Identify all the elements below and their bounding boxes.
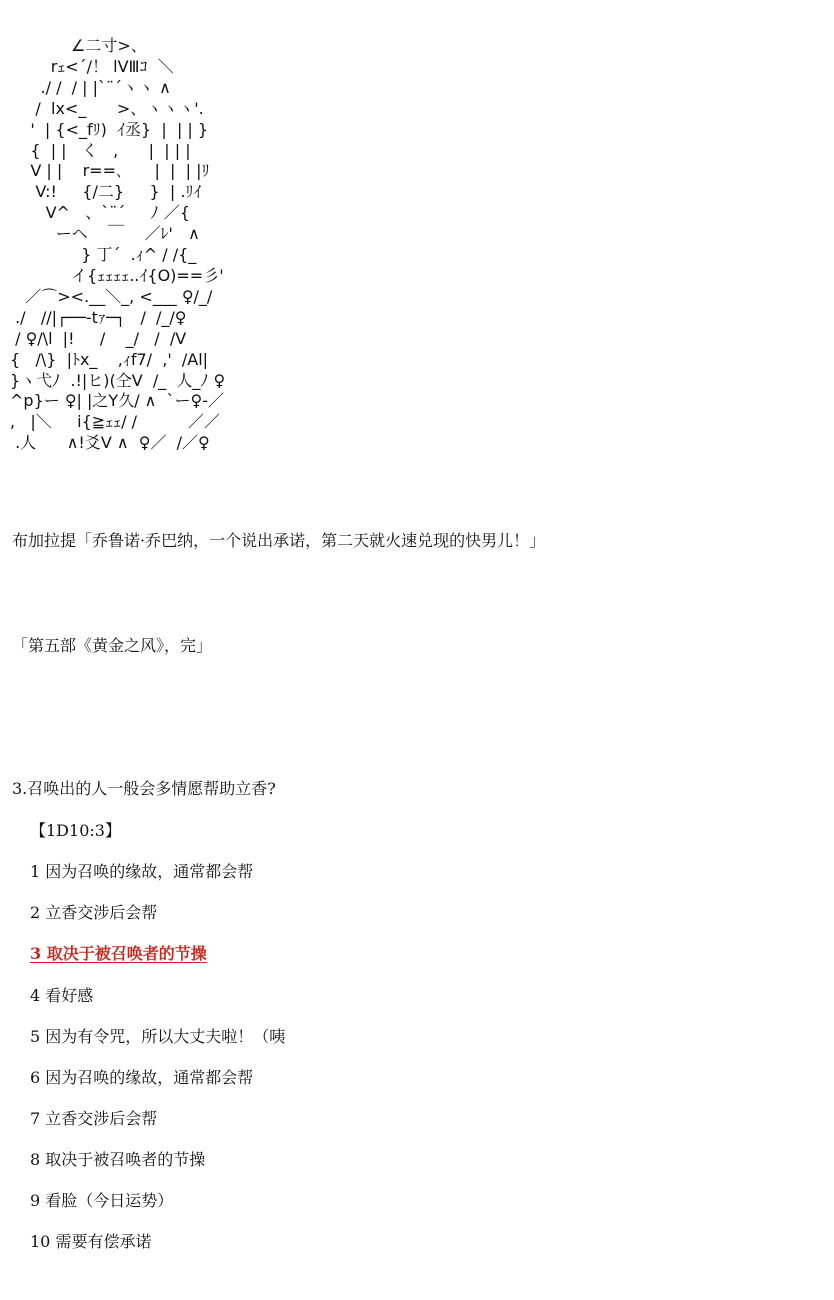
ending-line: 「第五部《黄金之风》，完」: [12, 636, 213, 655]
option-7: 7 立香交涉后会帮: [30, 1109, 158, 1128]
dice-result: 【1D10:3】: [30, 821, 121, 840]
option-5: 5 因为有令咒，所以大丈夫啦！（咦: [30, 1027, 286, 1046]
option-9: 9 看脸（今日运势）: [30, 1191, 174, 1210]
dialogue-line: 布加拉提「乔鲁诺·乔巴纳，一个说出承诺，第二天就火速兑现的快男儿！」: [12, 531, 546, 550]
option-6: 6 因为召唤的缘故，通常都会帮: [30, 1068, 254, 1087]
option-3-selected: 3 取决于被召唤者的节操: [30, 944, 207, 963]
option-8: 8 取决于被召唤者的节操: [30, 1150, 206, 1169]
option-10: 10 需要有偿承诺: [30, 1232, 152, 1251]
ascii-art-figure: [10, 36, 296, 496]
option-4: 4 看好感: [30, 986, 94, 1005]
question-heading: 3.召唤出的人一般会多情愿帮助立香?: [12, 779, 276, 798]
ascii-art-text: ∠二寸>、 rｪ<´/！ lVⅢｺ ＼ ./ / / | |`¨´ヽヽ ∧ / lx<_ >、ヽヽヽ'. ' | {<_fﾘ) ｲ丞} | | | } { | | く , | | | | V | | r==､ | | | |ﾘ V:! {/二} } | .ﾘｲ V^ 、`¨´ ﾉ ／{ ーヘ ￣ ／ﾚ' ∧ } 丁´ .ｨ^ / /{_ イ{ｪｪｪｪ..ｲ{O)==彡' ／⌒><.__＼_, <___ ♀/_/ ./ //|┌──-tｧ─┐ / /_/♀ / ♀/\l |! / _/ / /V { /\} |ﾄx_ ,ｨf7/ ,' /Al| }ヽ弋ﾉ .!|ヒ)(仝V /_ 人_ﾉ ♀ ^p}ー ♀| |之Y久/ ∧ `ー♀-／ , |＼ i{≧ｪｪ/ / ／／ .人 ∧!爻V ∧ ♀／ /／♀: [10, 36, 226, 453]
option-1: 1 因为召唤的缘故，通常都会帮: [30, 862, 254, 881]
option-2: 2 立香交涉后会帮: [30, 903, 158, 922]
